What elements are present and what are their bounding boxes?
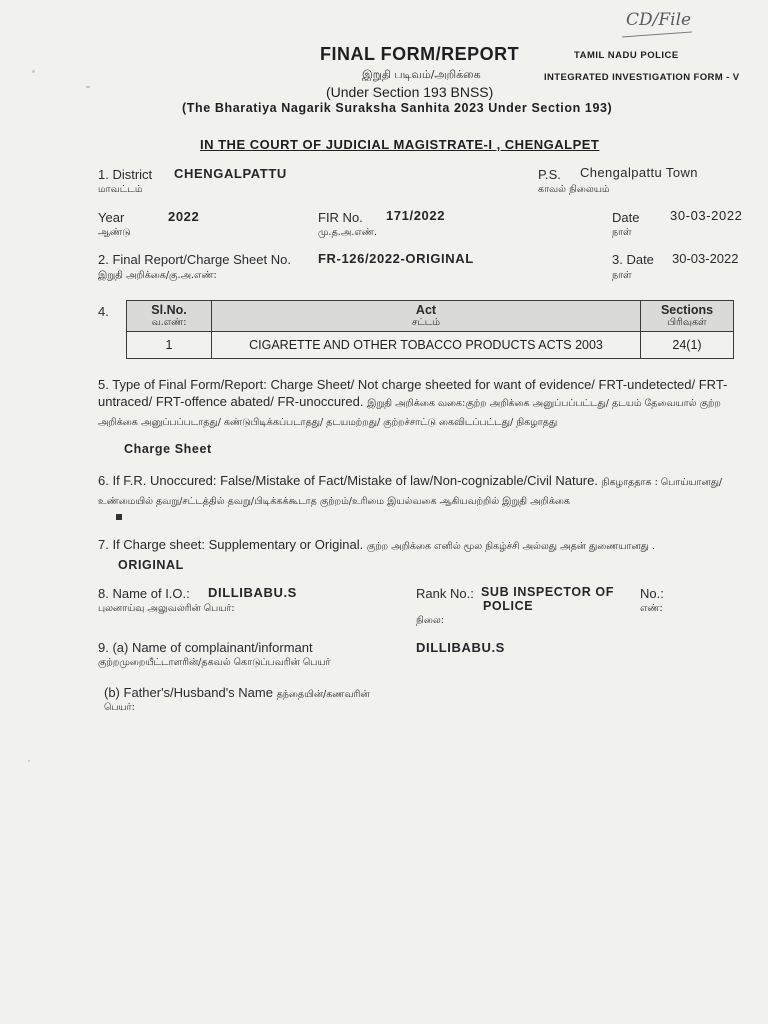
scan-speck bbox=[28, 760, 30, 762]
table-row bbox=[127, 332, 734, 359]
date-label: Date bbox=[612, 210, 640, 225]
sl-no-header: Sl.No. வ.எண்: bbox=[127, 301, 212, 332]
acts-item-number: 4. bbox=[98, 304, 109, 319]
complainant-label-tamil: குற்றமுறையீட்டாளரின்/தகவல் கொடுப்பவரின் பெயர் bbox=[98, 657, 331, 668]
io-no-label: No.: bbox=[640, 586, 664, 601]
item5-text: 5. Type of Final Form/Report: Charge Sheet/ Not charge sheeted for want of evidence/ FRT-undetected/ FRT-untraced/ FRT-offence abated/ FR-unoccured. இறுதி அறிக்கை வகை:குற்ற அறிக்கை அனுப்பப்பட்டது/ தடயம் தேவையால் குற்ற அறிக்கை அனுப்பப்படாதது/ கண்டுபிடிக்கப்படாதது/ தடயமற்றது/ குற்றச்சாட்டு கைவிடப்பட்டது/ நிகழாதது bbox=[98, 377, 728, 428]
form-title: FINAL FORM/REPORT bbox=[320, 44, 520, 64]
date-value: 30-03-2022 bbox=[670, 208, 743, 223]
year-label: Year bbox=[98, 210, 125, 225]
fir-value: 171/2022 bbox=[386, 208, 446, 223]
complainant-value: DILLIBABU.S bbox=[416, 640, 505, 655]
item7-value: ORIGINAL bbox=[118, 558, 184, 572]
police-label: TAMIL NADU POLICE bbox=[574, 50, 679, 61]
acts-table-header-row bbox=[127, 301, 734, 332]
handwritten-annotation: CD/File bbox=[626, 10, 692, 30]
act-header: Act சட்டம் bbox=[212, 301, 641, 332]
ps-label: P.S. bbox=[538, 167, 561, 182]
ps-label-tamil: காவல் நிலையம் bbox=[538, 184, 610, 195]
item5-value: Charge Sheet bbox=[124, 442, 212, 456]
item6-text: 6. If F.R. Unoccured: False/Mistake of Fact/Mistake of law/Non-cognizable/Civil Nature. நிகழாததாக : பொய்யானது/ உண்மையில் தவறு/சட்டத்தில் தவறு/பிடிக்கக்கூடாத குற்றம்/உரிமை இயல்வகை ஆகியவற்றில் இறுதி அறிக்கை bbox=[98, 473, 723, 507]
report-no-label: 2. Final Report/Charge Sheet No. bbox=[98, 252, 291, 267]
fir-label: FIR No. bbox=[318, 210, 363, 225]
date3-value: 30-03-2022 bbox=[672, 251, 739, 266]
date-label-tamil: நாள் bbox=[612, 227, 632, 238]
year-label-tamil: ஆண்டு bbox=[98, 227, 131, 238]
district-value: CHENGALPATTU bbox=[174, 166, 287, 181]
form-title-tamil: இறுதி படிவம்/அறிக்கை bbox=[362, 68, 481, 81]
rank-value-line1: SUB INSPECTOR OF bbox=[481, 585, 614, 599]
rank-label: Rank No.: bbox=[416, 586, 474, 601]
date3-label-tamil: நாள் bbox=[612, 270, 632, 281]
scan-speck bbox=[32, 70, 35, 73]
date3-label: 3. Date bbox=[612, 252, 654, 267]
acts-table bbox=[126, 300, 734, 359]
rank-value-line2: POLICE bbox=[483, 599, 534, 613]
item7-text: 7. If Charge sheet: Supplementary or Original. குற்ற அறிக்கை எனில் மூல நிகழ்ச்சி அல்லது அதன் துணையானது . bbox=[98, 537, 655, 552]
father-husband-label: (b) Father's/Husband's Name தந்தையின்/கணவரின் bbox=[104, 685, 370, 700]
complainant-label: 9. (a) Name of complainant/informant bbox=[98, 640, 313, 655]
act-line: (The Bharatiya Nagarik Suraksha Sanhita 2023 Under Section 193) bbox=[182, 101, 613, 115]
form-name: INTEGRATED INVESTIGATION FORM - V bbox=[544, 72, 740, 83]
court-heading: IN THE COURT OF JUDICIAL MAGISTRATE-I , CHENGALPET bbox=[200, 137, 600, 152]
act-cell: CIGARETTE AND OTHER TOBACCO PRODUCTS ACTS 2003 bbox=[212, 332, 641, 359]
district-label-tamil: மாவட்டம் bbox=[98, 184, 143, 195]
io-name-label: 8. Name of I.O.: bbox=[98, 586, 190, 601]
ps-value: Chengalpattu Town bbox=[580, 165, 698, 180]
report-no-value: FR-126/2022-ORIGINAL bbox=[318, 251, 474, 266]
item6-bullet bbox=[116, 514, 122, 520]
report-no-label-tamil: இறுதி அறிக்கை/கு.அ.எண்: bbox=[98, 270, 217, 281]
rank-label-tamil: நிலை: bbox=[416, 615, 444, 626]
io-name-label-tamil: புலனாய்வு அலுவலரின் பெயர்: bbox=[98, 603, 235, 614]
sections-cell: 24(1) bbox=[641, 332, 734, 359]
father-husband-label-tamil: பெயர்: bbox=[104, 702, 135, 713]
fir-label-tamil: மு.த.அ.எண். bbox=[318, 227, 377, 238]
year-value: 2022 bbox=[168, 209, 200, 224]
annotation-underline bbox=[622, 32, 692, 38]
district-label: 1. District bbox=[98, 167, 153, 182]
sl-no-cell: 1 bbox=[127, 332, 212, 359]
sections-header: Sections பிரிவுகள் bbox=[641, 301, 734, 332]
io-name-value: DILLIBABU.S bbox=[208, 585, 297, 600]
scan-speck bbox=[86, 86, 90, 88]
section-line: (Under Section 193 BNSS) bbox=[326, 84, 494, 100]
io-no-label-tamil: எண்: bbox=[640, 603, 663, 614]
